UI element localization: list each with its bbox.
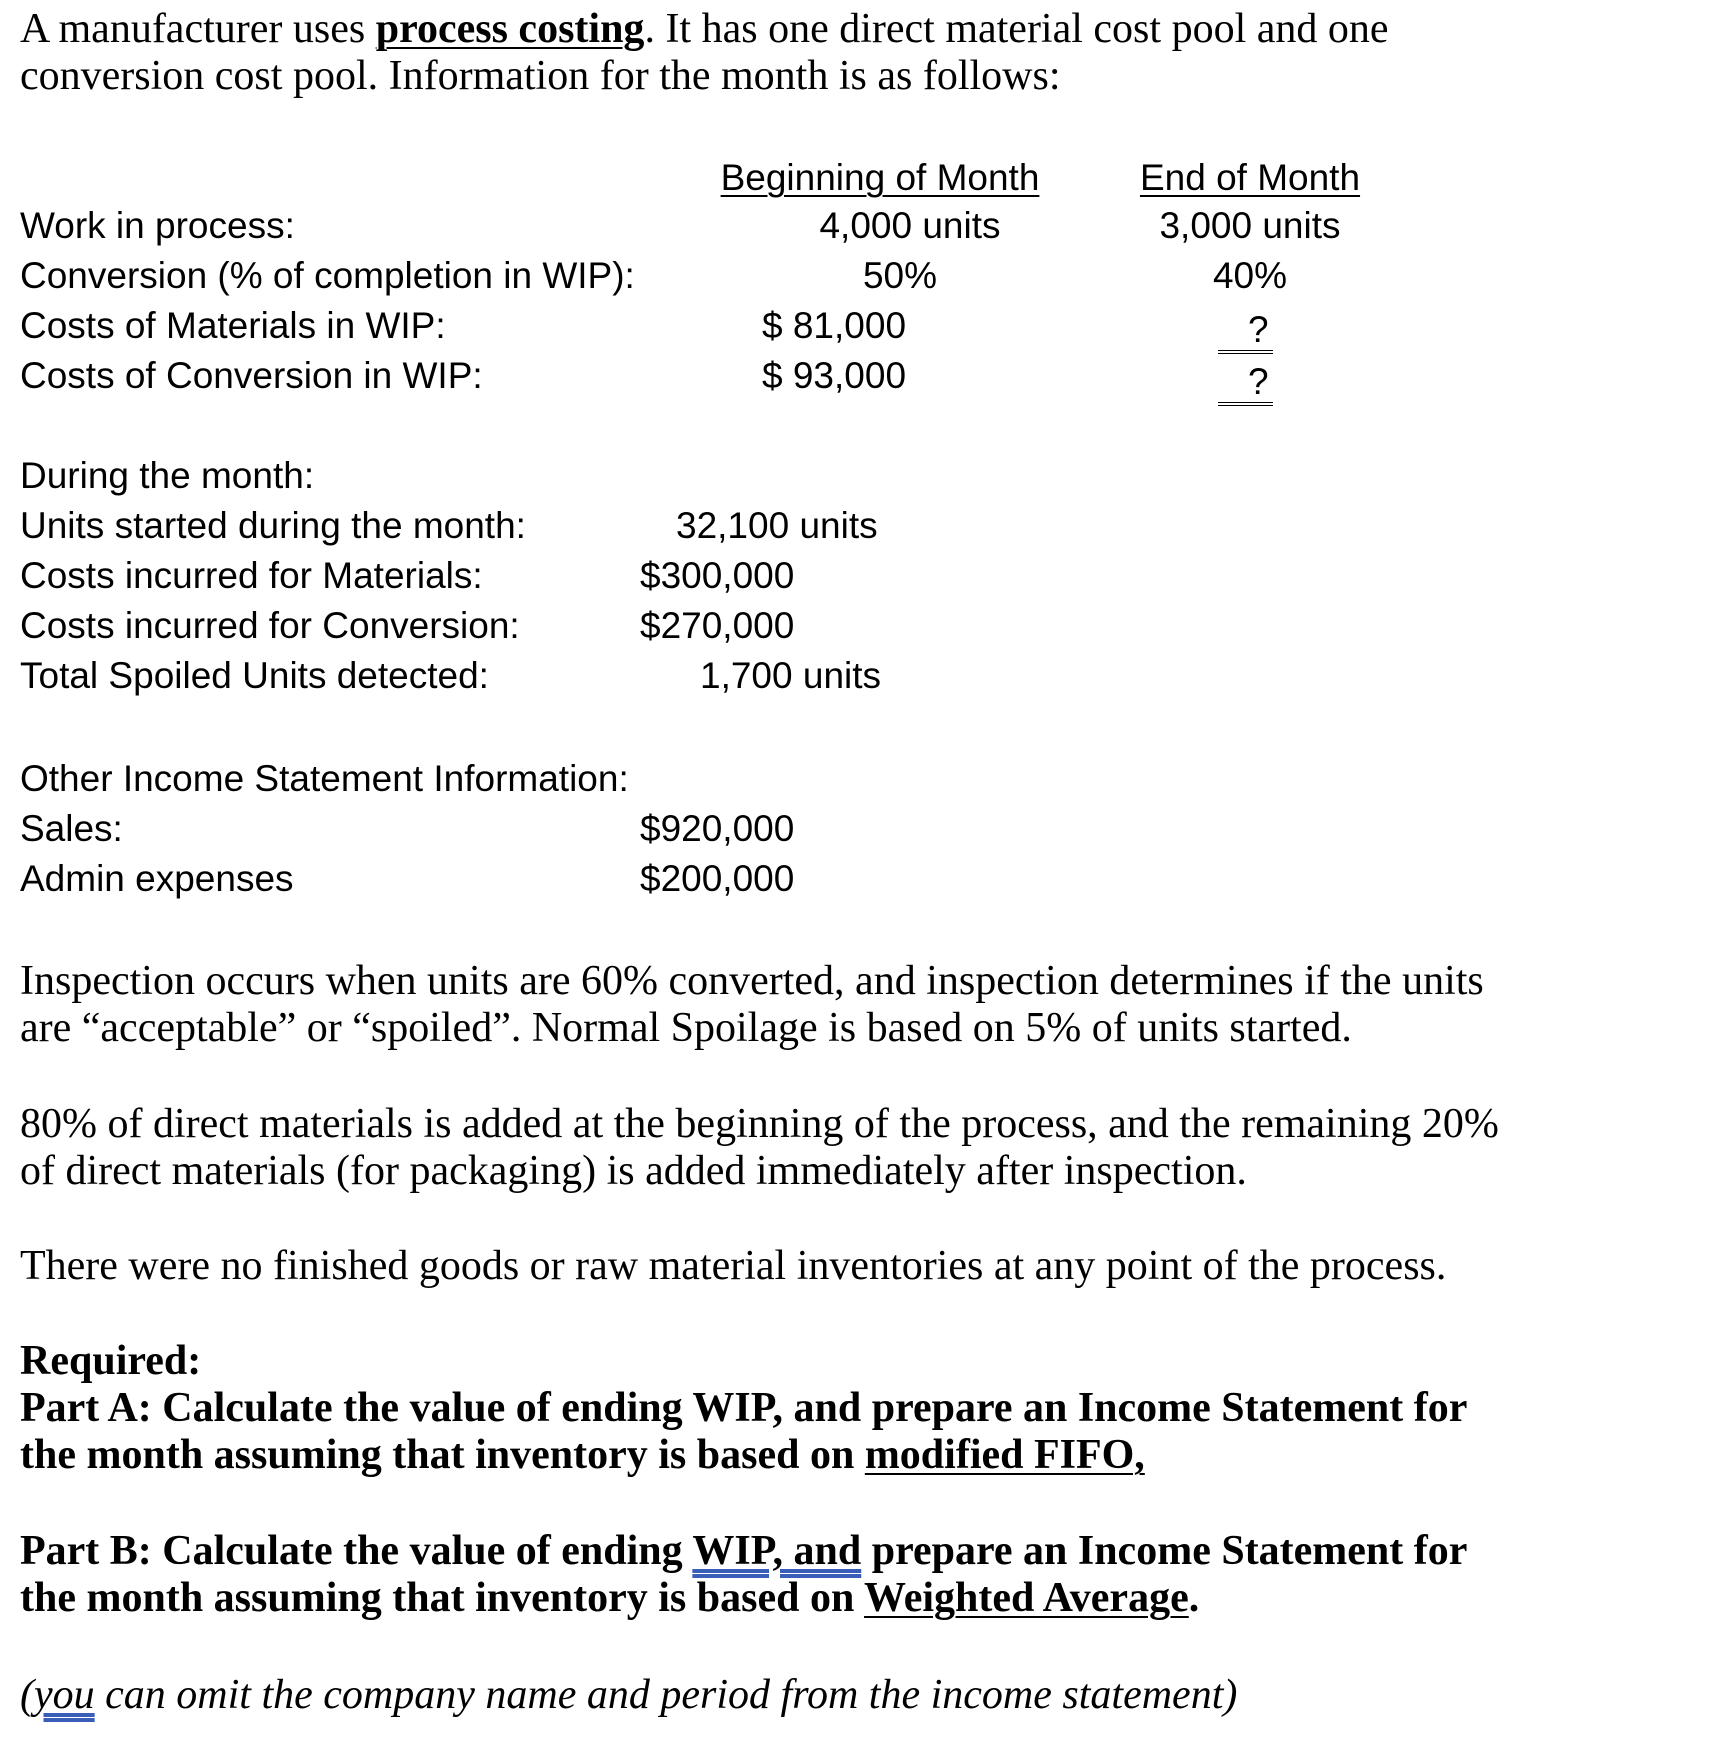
weighted-average-term: Weighted Average <box>864 1575 1189 1621</box>
materials-line-2: of direct materials (for packaging) is added immediately after inspection. <box>20 1148 1247 1194</box>
inspection-line-2: are “acceptable” or “spoiled”. Normal Spoilage is based on 5% of units started. <box>20 1005 1352 1051</box>
other-value-admin: $200,000 <box>640 858 795 899</box>
unknown-value: ? <box>1218 362 1273 406</box>
inspection-line-1: Inspection occurs when units are 60% converted, and inspection determines if the units <box>20 958 1484 1004</box>
intro-text-start: A manufacturer uses <box>20 6 376 52</box>
during-value-spoiled: 1,700 units <box>700 655 882 696</box>
part-a-line-2 <box>20 1432 1145 1479</box>
no-inventory-line: There were no finished goods or raw material inventories at any point of the process. <box>20 1243 1447 1289</box>
part-b-text: the month assuming that inventory is based on <box>20 1575 865 1621</box>
row-label-materials-cost: Costs of Materials in WIP: <box>20 305 446 346</box>
part-b-line-1 <box>20 1528 1467 1575</box>
row-begin-wip: 4,000 units <box>819 205 1001 246</box>
part-b-text-end: prepare an Income Statement for <box>861 1528 1468 1574</box>
part-a-line-1: Part A: Calculate the value of ending WIP, and prepare an Income Statement for <box>20 1385 1468 1431</box>
modified-fifo-term: modified FIFO, <box>864 1432 1145 1478</box>
row-label-conversion: Conversion (% of completion in WIP): <box>20 255 635 296</box>
during-value-conversion: $270,000 <box>640 605 795 646</box>
part-a-text: the month assuming that inventory is based on <box>20 1432 865 1478</box>
row-label-wip: Work in process: <box>20 205 295 246</box>
wip-and-link: WIP, and <box>692 1528 862 1574</box>
note-text: can omit the company name and period from the income statement) <box>94 1672 1238 1718</box>
row-begin-materials-cost: $ 81,000 <box>762 305 907 346</box>
note-you-link: you <box>34 1672 95 1718</box>
part-b-period: . <box>1188 1575 1200 1621</box>
other-heading: Other Income Statement Information: <box>20 758 629 799</box>
note-line <box>20 1672 1237 1719</box>
materials-line-1: 80% of direct materials is added at the beginning of the process, and the remaining 20% <box>20 1101 1499 1147</box>
during-value-units-started: 32,100 units <box>676 505 878 546</box>
row-end-conversion-cost <box>1218 356 1273 407</box>
intro-line-2: conversion cost pool. Information for the month is as follows: <box>20 53 1061 99</box>
other-label-sales: Sales: <box>20 808 123 849</box>
row-begin-conversion: 50% <box>862 255 938 296</box>
during-label-materials: Costs incurred for Materials: <box>20 555 483 596</box>
col-header-beginning: Beginning of Month <box>720 157 1040 198</box>
row-begin-conversion-cost: $ 93,000 <box>762 355 907 396</box>
note-open-paren: ( <box>20 1672 34 1718</box>
intro-line-1 <box>20 6 1389 53</box>
col-header-end: End of Month <box>1139 157 1361 198</box>
row-end-conversion: 40% <box>1212 255 1288 296</box>
during-value-materials: $300,000 <box>640 555 795 596</box>
row-label-conversion-cost: Costs of Conversion in WIP: <box>20 355 483 396</box>
intro-text-end: . It has one direct material cost pool and one <box>644 6 1389 52</box>
other-value-sales: $920,000 <box>640 808 795 849</box>
during-label-conversion: Costs incurred for Conversion: <box>20 605 520 646</box>
part-b-line-2 <box>20 1575 1199 1622</box>
row-end-wip: 3,000 units <box>1159 205 1341 246</box>
process-costing-term: process costing <box>375 6 645 52</box>
during-label-units-started: Units started during the month: <box>20 505 526 546</box>
unknown-value: ? <box>1218 310 1273 354</box>
required-heading: Required: <box>20 1338 202 1384</box>
during-heading: During the month: <box>20 455 315 496</box>
during-label-spoiled: Total Spoiled Units detected: <box>20 655 489 696</box>
row-end-materials-cost <box>1218 304 1273 355</box>
part-b-text-start: Part B: Calculate the value of ending <box>20 1528 693 1574</box>
other-label-admin: Admin expenses <box>20 858 294 899</box>
